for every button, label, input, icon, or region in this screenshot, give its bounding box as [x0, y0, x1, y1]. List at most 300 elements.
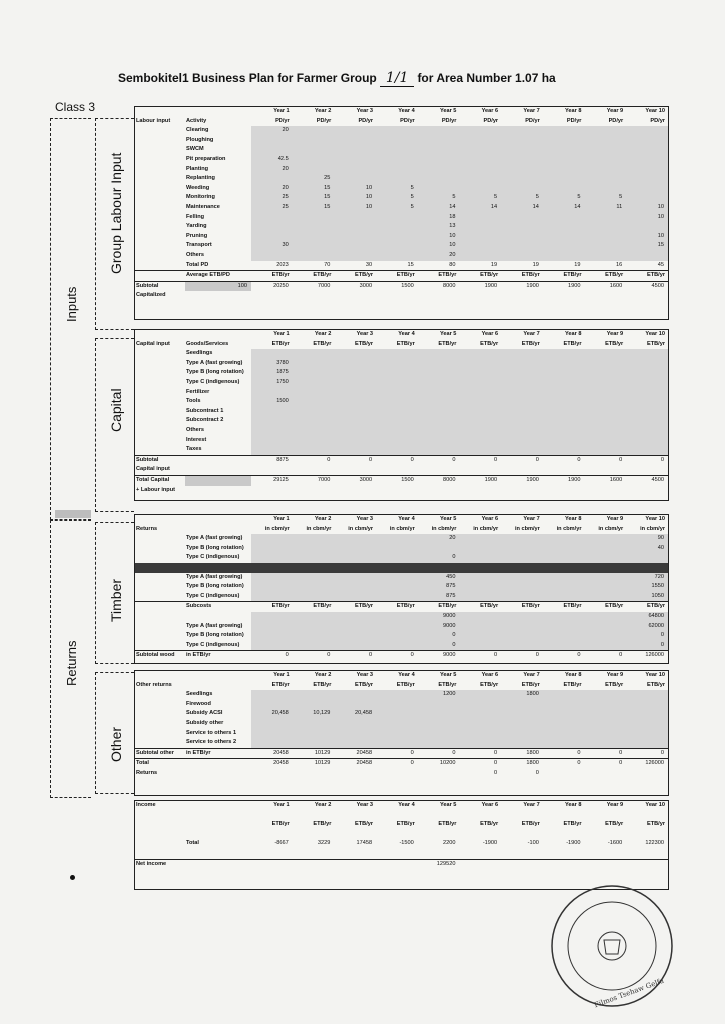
row-label: Ploughing	[186, 136, 214, 143]
value-cell	[543, 592, 585, 602]
year-header: Year 10	[645, 802, 665, 808]
value-cell	[293, 612, 335, 622]
value-cell	[585, 251, 627, 261]
subtotal-cell: 0	[459, 748, 501, 759]
value-cell	[376, 582, 418, 592]
value-cell	[585, 184, 627, 194]
blank	[543, 830, 585, 840]
value-cell	[585, 553, 627, 563]
blank	[418, 291, 460, 301]
value-cell: 450	[418, 573, 460, 583]
row-label: Tools	[186, 398, 201, 405]
capital-row	[135, 359, 668, 369]
value-cell: 5	[459, 193, 501, 203]
total-cell: 1800	[501, 759, 543, 769]
value-cell	[585, 544, 627, 554]
value-cell	[585, 397, 627, 407]
row-spacer	[135, 251, 185, 261]
row-label: Type C (indigenous)	[186, 641, 240, 648]
unit-header: in cbm/yr	[389, 525, 415, 532]
value-cell	[334, 388, 376, 398]
value-cell	[459, 165, 501, 175]
value-cell	[501, 368, 543, 378]
value-cell	[251, 174, 293, 184]
year-header: Year 10	[645, 672, 665, 678]
value-cell	[293, 232, 335, 242]
capital-row	[135, 436, 668, 446]
value-cell	[501, 174, 543, 184]
blank	[626, 465, 668, 475]
value-cell	[334, 612, 376, 622]
value-cell	[459, 174, 501, 184]
value-cell	[376, 719, 418, 729]
subtotal-cell: 7000	[293, 281, 335, 291]
unit-header: ETB/yr	[646, 340, 665, 347]
blank	[251, 849, 293, 859]
blank	[501, 291, 543, 301]
blank	[376, 859, 418, 869]
value-cell	[459, 136, 501, 146]
blank	[185, 859, 251, 869]
row-label: Subcontract 1	[186, 407, 224, 414]
year-header: Year 7	[523, 672, 540, 678]
other-return-row	[135, 729, 668, 739]
value-cell	[501, 709, 543, 719]
value-cell	[334, 349, 376, 359]
row-label: Others	[186, 426, 205, 433]
year-header: Year 7	[523, 331, 540, 337]
subtotal-cell: 0	[501, 455, 543, 465]
value-cell	[334, 155, 376, 165]
total-cell: 0	[585, 759, 627, 769]
subtotal-cell: 0	[251, 651, 293, 661]
row-spacer	[135, 388, 185, 398]
value-cell	[293, 622, 335, 632]
blank	[585, 811, 627, 821]
total-cell: 4500	[626, 475, 668, 485]
unit-header: ETB/yr	[521, 821, 540, 828]
value-cell	[585, 426, 627, 436]
value-cell	[501, 582, 543, 592]
value-cell: 875	[418, 582, 460, 592]
value-cell	[543, 700, 585, 710]
capitalized-label: Capitalized	[136, 292, 166, 299]
inputs-label: Inputs	[64, 286, 79, 322]
value-cell: 0	[418, 631, 460, 641]
subtotal-cell: 0	[334, 455, 376, 465]
value-cell	[251, 436, 293, 446]
subtotal-unit: in ETB/yr	[185, 651, 251, 661]
value-cell: 10	[418, 241, 460, 251]
value-cell	[376, 368, 418, 378]
income-total-label: Total	[186, 840, 199, 847]
value-cell	[251, 700, 293, 710]
column-label: Returns	[136, 525, 158, 532]
blank	[585, 465, 627, 475]
unit-header: PD/yr	[316, 117, 332, 124]
total-capital-label: Total Capital	[135, 475, 185, 485]
value-cell	[334, 729, 376, 739]
unit-header: ETB/yr	[626, 271, 668, 282]
value-cell	[585, 631, 627, 641]
net-income-label: Net income	[135, 859, 185, 869]
avg-label: Average ETB/PD	[185, 271, 251, 282]
subtotal-cell: 1600	[585, 281, 627, 291]
blank	[626, 811, 668, 821]
value-cell	[626, 136, 668, 146]
value-cell	[334, 145, 376, 155]
value-cell	[334, 573, 376, 583]
value-cell	[376, 641, 418, 651]
value-cell: 10	[334, 193, 376, 203]
value-cell	[543, 349, 585, 359]
year-header: Year 9	[606, 108, 624, 114]
value-cell	[501, 426, 543, 436]
labour-row	[135, 165, 668, 175]
unit-header: ETB/yr	[418, 271, 460, 282]
value-cell: 0	[626, 641, 668, 651]
value-cell	[376, 416, 418, 426]
blank	[626, 291, 668, 301]
blank	[376, 811, 418, 821]
title-suffix: for Area Number 1.07 ha	[417, 71, 556, 85]
income-cell: -1900	[482, 840, 498, 847]
row-label: Felling	[186, 213, 205, 220]
row-label: Subcontract 2	[186, 417, 224, 424]
header-blank	[185, 107, 251, 117]
value-cell: 25	[251, 193, 293, 203]
value-cell: 9000	[418, 622, 460, 632]
total-cell: 1900	[543, 475, 585, 485]
subtotal-cell: 1500	[376, 281, 418, 291]
value-cell	[626, 359, 668, 369]
labour-row	[135, 251, 668, 261]
blank	[135, 839, 185, 849]
unit-header: ETB/yr	[313, 340, 332, 347]
header-blank	[185, 671, 251, 681]
value-cell	[585, 213, 627, 223]
value-cell	[585, 368, 627, 378]
year-header: Year 8	[565, 108, 582, 114]
round-stamp-seal	[538, 880, 686, 1010]
unit-header: ETB/yr	[396, 340, 415, 347]
value-cell	[585, 700, 627, 710]
labour-row	[135, 136, 668, 146]
value-cell	[585, 388, 627, 398]
year-header: Year 5	[439, 516, 457, 522]
row-spacer	[135, 719, 185, 729]
blank	[185, 465, 251, 475]
year-header: Year 1	[273, 516, 290, 522]
value-cell	[543, 368, 585, 378]
subtotal-other-label: Subtotal other	[135, 748, 185, 759]
value-cell	[543, 534, 585, 544]
subcosts-values-row	[135, 612, 668, 622]
value-cell	[293, 426, 335, 436]
value-cell	[293, 368, 335, 378]
value-cell: 19	[574, 261, 581, 268]
value-cell	[334, 445, 376, 455]
value-cell	[459, 592, 501, 602]
year-header: Year 2	[314, 672, 332, 678]
value-cell: 14	[543, 203, 585, 213]
dark-band	[293, 563, 335, 573]
value-cell	[251, 251, 293, 261]
value-cell	[626, 553, 668, 563]
unit-header: ETB/yr	[585, 602, 627, 612]
total-cell: 8000	[418, 475, 460, 485]
blank	[626, 486, 668, 496]
unit-header: ETB/yr	[334, 602, 376, 612]
blank	[251, 465, 293, 475]
column-label	[185, 681, 251, 691]
value-cell	[251, 145, 293, 155]
unit-header: in cbm/yr	[640, 525, 665, 532]
unit-header: ETB/yr	[501, 602, 543, 612]
value-cell	[293, 445, 335, 455]
value-cell	[585, 241, 627, 251]
value-cell	[376, 222, 418, 232]
value-cell	[585, 641, 627, 651]
blank	[185, 830, 251, 840]
income-cell: 3229	[317, 840, 331, 847]
income-cell: 17458	[356, 840, 373, 847]
value-cell	[585, 719, 627, 729]
year-header: Year 6	[481, 108, 499, 114]
value-cell	[376, 544, 418, 554]
value-cell	[251, 573, 293, 583]
value-cell	[418, 359, 460, 369]
value-cell	[459, 426, 501, 436]
subtotal-label: Subtotal	[135, 455, 185, 465]
unit-header: ETB/yr	[271, 681, 290, 688]
blank	[543, 465, 585, 475]
labour-row	[135, 261, 668, 271]
blank	[459, 859, 501, 869]
blank	[585, 830, 627, 840]
year-header: Year 3	[356, 331, 374, 337]
row-label: Type A (fast growing)	[186, 359, 243, 366]
income-cell: 122300	[645, 840, 664, 847]
value-cell	[334, 592, 376, 602]
year-header: Year 9	[606, 802, 624, 808]
row-spacer	[135, 729, 185, 739]
value-cell	[501, 719, 543, 729]
blank	[501, 849, 543, 859]
value-cell	[293, 592, 335, 602]
blank	[293, 486, 335, 496]
total-cell: 0	[543, 759, 585, 769]
value-cell	[459, 582, 501, 592]
value-cell: 14	[501, 203, 543, 213]
row-label: Type B (long rotation)	[186, 369, 244, 376]
blank	[585, 486, 627, 496]
value-cell	[376, 631, 418, 641]
row-spacer	[135, 612, 185, 622]
unit-header: in cbm/yr	[431, 525, 457, 532]
value-cell	[376, 251, 418, 261]
header-blank	[135, 515, 185, 525]
value-cell	[501, 631, 543, 641]
row-spacer	[135, 738, 185, 748]
value-cell: 20	[251, 165, 293, 175]
value-cell	[626, 368, 668, 378]
value-cell	[376, 445, 418, 455]
value-cell	[501, 378, 543, 388]
value-cell	[293, 378, 335, 388]
row-spacer	[135, 368, 185, 378]
row-spacer	[135, 573, 185, 583]
blank	[185, 801, 251, 811]
subtotal-cell: 20250	[251, 281, 293, 291]
blank	[334, 465, 376, 475]
value-cell	[459, 378, 501, 388]
unit-header: ETB/yr	[313, 681, 332, 688]
blank	[185, 486, 251, 496]
labour-row	[135, 241, 668, 251]
unit-header: ETB/yr	[585, 271, 627, 282]
blank	[185, 820, 251, 830]
value-cell: 13	[418, 222, 460, 232]
unit-header: ETB/yr	[396, 681, 415, 688]
value-cell	[543, 184, 585, 194]
value-cell	[585, 622, 627, 632]
value-cell	[293, 241, 335, 251]
value-cell	[251, 738, 293, 748]
value-cell	[251, 349, 293, 359]
value-cell: 90	[626, 534, 668, 544]
unit-header: in cbm/yr	[598, 525, 624, 532]
value-cell	[543, 136, 585, 146]
subtotal-cell: 0	[585, 651, 627, 661]
value-cell: 1800	[501, 690, 543, 700]
value-cell	[626, 378, 668, 388]
other-label: Other	[108, 726, 124, 762]
blank	[376, 830, 418, 840]
value-cell	[334, 534, 376, 544]
unit-header: PD/yr	[441, 117, 457, 124]
value-cell: 15	[626, 241, 668, 251]
total-cell: 1900	[501, 475, 543, 485]
unit-header: ETB/yr	[293, 602, 335, 612]
value-cell	[376, 145, 418, 155]
value-cell	[626, 436, 668, 446]
value-cell	[585, 592, 627, 602]
row-label: Type C (indigenous)	[186, 378, 240, 385]
value-cell	[251, 407, 293, 417]
unit-header: ETB/yr	[438, 681, 457, 688]
value-cell	[501, 445, 543, 455]
value-cell	[251, 544, 293, 554]
value-cell: 15	[407, 261, 414, 268]
year-header: Year 2	[314, 802, 332, 808]
value-cell	[585, 573, 627, 583]
value-cell	[293, 222, 335, 232]
blank	[334, 486, 376, 496]
value-cell	[293, 416, 335, 426]
value-cell	[626, 709, 668, 719]
value-cell	[418, 155, 460, 165]
row-label: Seedlings	[186, 350, 213, 357]
value-cell: 10	[626, 203, 668, 213]
blank	[293, 811, 335, 821]
row-spacer	[135, 622, 185, 632]
unit-header: ETB/yr	[501, 271, 543, 282]
blank	[543, 811, 585, 821]
subtotal-label: Subtotal	[135, 281, 185, 291]
value-cell	[543, 553, 585, 563]
blank	[459, 486, 501, 496]
blank	[501, 486, 543, 496]
subtotal-cell: 0	[376, 651, 418, 661]
value-cell	[585, 359, 627, 369]
value-cell	[251, 622, 293, 632]
value-cell	[293, 251, 335, 261]
value-cell	[626, 719, 668, 729]
blank	[376, 291, 418, 301]
value-cell	[293, 436, 335, 446]
labour-row	[135, 232, 668, 242]
value-cell	[251, 232, 293, 242]
value-cell	[543, 232, 585, 242]
row-spacer	[135, 193, 185, 203]
value-cell	[251, 388, 293, 398]
value-cell: 14	[418, 203, 460, 213]
value-cell	[334, 165, 376, 175]
blank	[418, 830, 460, 840]
row-label: Taxes	[186, 446, 202, 453]
value-cell	[626, 222, 668, 232]
value-cell	[543, 573, 585, 583]
value-cell	[459, 436, 501, 446]
row-label: Transport	[186, 242, 212, 249]
value-cell	[459, 445, 501, 455]
value-cell	[543, 445, 585, 455]
value-cell	[543, 241, 585, 251]
value-cell	[334, 222, 376, 232]
unit-header: ETB/yr	[459, 271, 501, 282]
value-cell	[501, 622, 543, 632]
year-header: Year 6	[481, 802, 499, 808]
row-spacer	[135, 184, 185, 194]
year-header: Year 4	[398, 516, 415, 522]
value-cell	[543, 719, 585, 729]
row-spacer	[135, 426, 185, 436]
value-cell	[543, 612, 585, 622]
value-cell: 1050	[626, 592, 668, 602]
subtotal-cell: 0	[626, 455, 668, 465]
total-cell: 0	[459, 759, 501, 769]
value-cell	[543, 738, 585, 748]
value-cell	[626, 155, 668, 165]
value-cell	[251, 426, 293, 436]
row-spacer	[135, 232, 185, 242]
value-cell	[585, 126, 627, 136]
value-cell	[501, 349, 543, 359]
unit-header: in cbm/yr	[514, 525, 540, 532]
value-cell	[585, 709, 627, 719]
value-cell	[585, 349, 627, 359]
value-cell	[585, 738, 627, 748]
value-cell	[459, 145, 501, 155]
unit-header: ETB/yr	[293, 271, 335, 282]
value-cell	[501, 729, 543, 739]
year-header: Year 3	[356, 672, 374, 678]
value-cell	[543, 641, 585, 651]
year-header: Year 4	[398, 108, 415, 114]
value-cell	[501, 126, 543, 136]
divider-block	[55, 510, 91, 518]
